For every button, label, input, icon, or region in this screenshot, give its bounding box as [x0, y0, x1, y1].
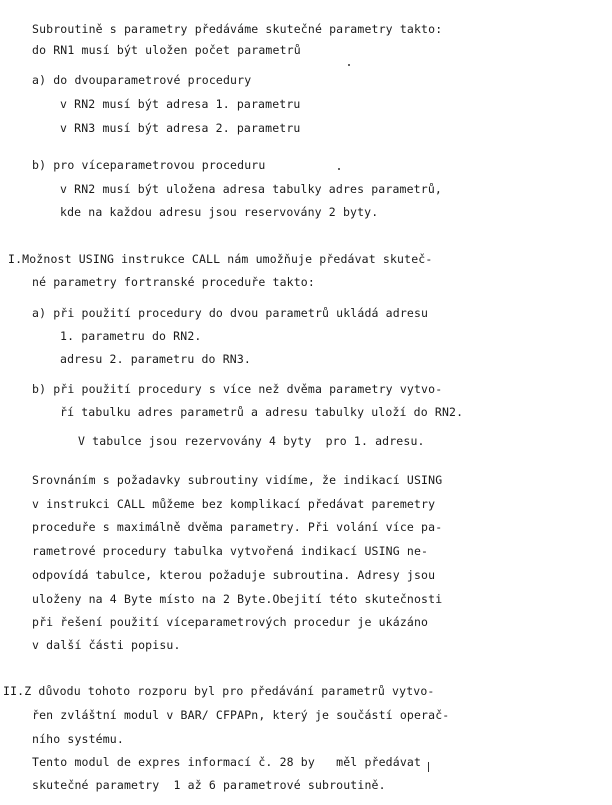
text-line: a) při použití procedury do dvou parametrů ukládá adresu — [32, 306, 429, 320]
text-line: a) do dvouparametrové procedury — [32, 73, 252, 87]
text-line: při řešení použití víceparametrových procedur je ukázáno — [32, 615, 429, 629]
text-line: řen zvláštní modul v BAR/ CFPAPn, který je součástí operač- — [32, 708, 450, 722]
text-line: né parametry fortranské proceduře takto: — [32, 275, 315, 289]
text-line: rametrové procedury tabulka vytvořená indikací USING ne- — [32, 544, 429, 558]
text-line: II.Z důvodu tohoto rozporu byl pro předávání parametrů vytvo- — [3, 684, 435, 698]
text-line: Tento modul de expres informací č. 28 by měl předávat — [32, 755, 422, 769]
text-line: skutečné parametry 1 až 6 parametrové subroutině. — [32, 778, 386, 792]
text-line: ního systému. — [32, 732, 124, 746]
text-line: v RN2 musí být uložena adresa tabulky adres parametrů, — [60, 182, 442, 196]
text-line: V tabulce jsou rezervovány 4 byty pro 1. adresu. — [78, 434, 425, 448]
text-line: v RN3 musí být adresa 2. parametru — [60, 121, 301, 135]
text-line: do RN1 musí být uložen počet parametrů — [32, 43, 301, 57]
text-line: v RN2 musí být adresa 1. parametru — [60, 97, 301, 111]
text-line: 1. parametru do RN2. — [60, 329, 202, 343]
scan-speck — [338, 168, 340, 170]
text-line: I.Možnost USING instrukce CALL nám umožňuje předávat skuteč- — [8, 252, 433, 266]
scan-speck — [348, 64, 350, 66]
text-line: v instrukci CALL můžeme bez komplikací předávat paremetry — [32, 497, 436, 511]
scan-speck — [428, 762, 429, 772]
text-line: b) při použití procedury s více než dvěma parametry vytvo- — [32, 382, 443, 396]
text-line: ří tabulku adres parametrů a adresu tabulky uloží do RN2. — [60, 405, 464, 419]
text-line: Srovnáním s požadavky subroutiny vidíme, že indikací USING — [32, 473, 443, 487]
text-line: kde na každou adresu jsou reservovány 2 byty. — [60, 205, 379, 219]
text-line: adresu 2. parametru do RN3. — [60, 352, 251, 366]
text-line: Subroutině s parametry předáváme skutečné parametry takto: — [32, 22, 443, 36]
text-line: b) pro víceparametrovou proceduru — [32, 158, 266, 172]
text-line: v další části popisu. — [32, 638, 181, 652]
text-line: uloženy na 4 Byte místo na 2 Byte.Obejití této skutečnosti — [32, 592, 443, 606]
text-line: proceduře s maximálně dvěma parametry. Při volání více pa- — [32, 520, 443, 534]
text-line: odpovídá tabulce, kterou požaduje subroutina. Adresy jsou — [32, 568, 436, 582]
